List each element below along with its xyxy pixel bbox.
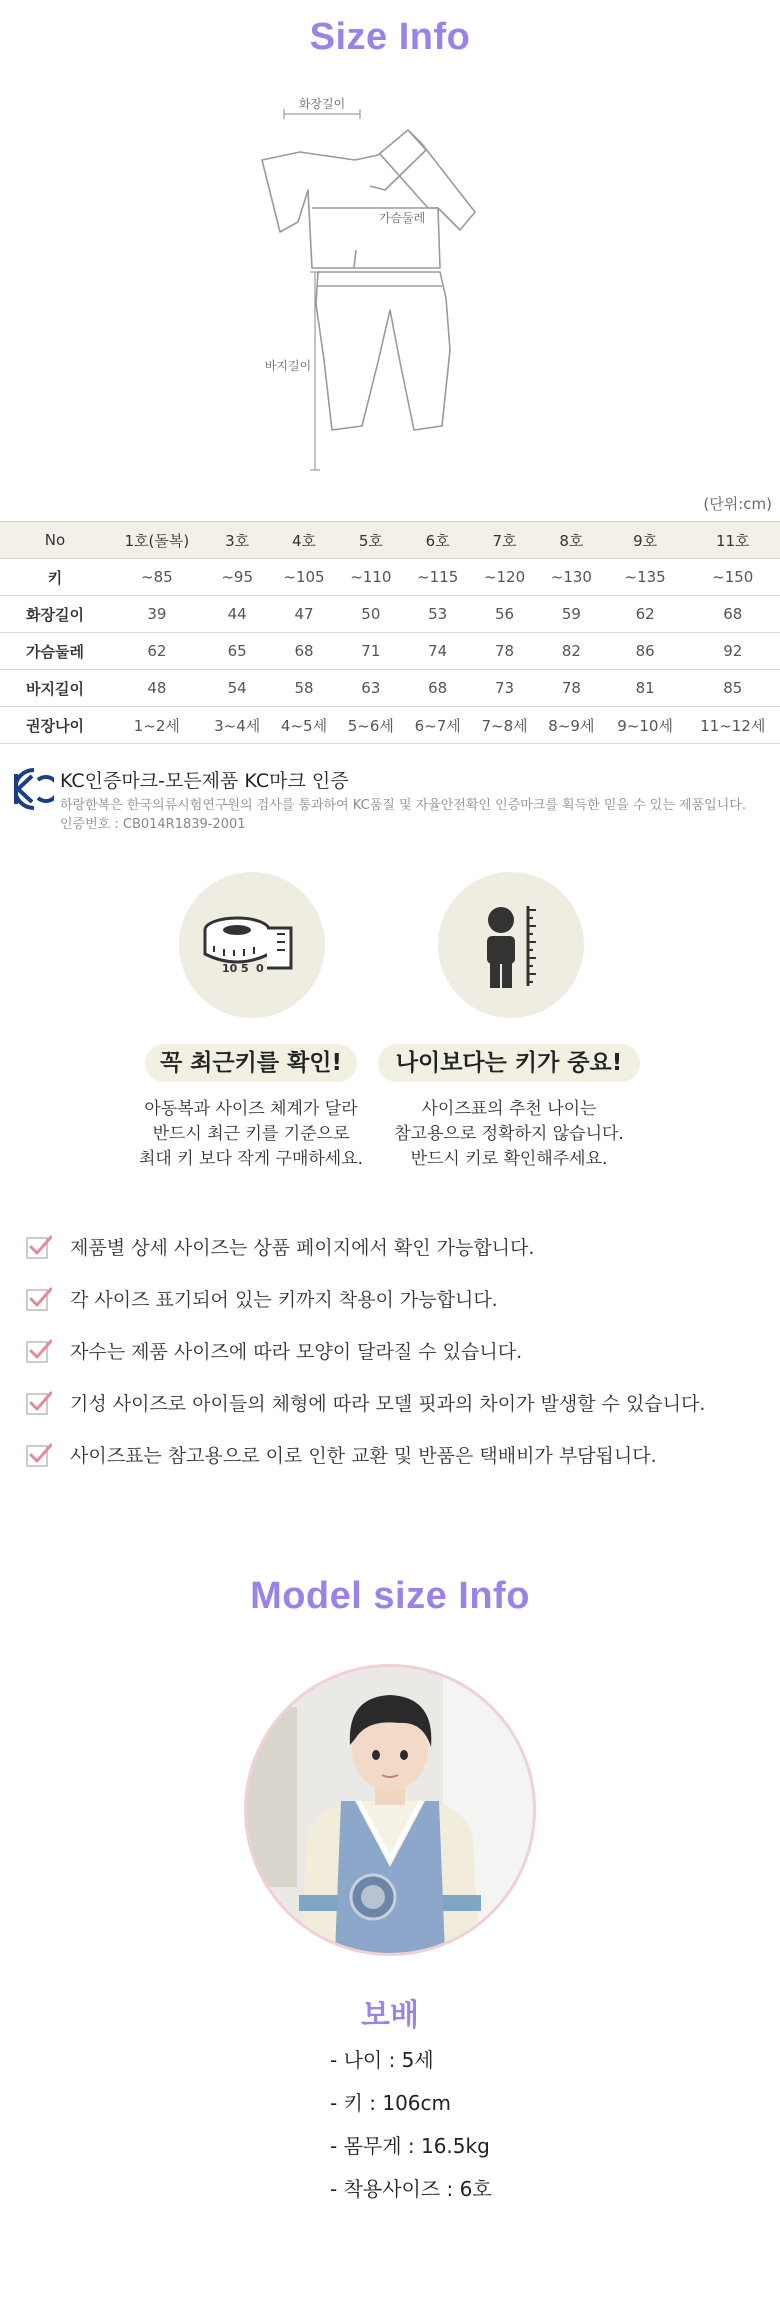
model-height: - 키 : 106cm xyxy=(330,2091,451,2115)
table-cell: 86 xyxy=(605,633,686,670)
tip-line: 사이즈표의 추천 나이는 xyxy=(421,1099,597,1119)
checkbox-icon xyxy=(26,1234,52,1260)
table-cell: 59 xyxy=(538,596,605,633)
checklist-item xyxy=(26,1227,766,1279)
kc-description: 하랑한복은 한국의류시험연구원의 검사를 통과하여 KC품질 및 자율안전확인 인증마크를 획득한 믿을 수 있는 제품입니다. xyxy=(60,798,746,813)
table-cell: 62 xyxy=(605,596,686,633)
table-cell: 63 xyxy=(337,670,404,707)
table-cell: 68 xyxy=(685,596,780,633)
table-header-size: 5호 xyxy=(337,522,404,559)
height-ruler-icon xyxy=(438,872,584,1018)
table-cell: 3~4세 xyxy=(204,707,271,744)
notice-checklist xyxy=(26,1227,766,1487)
table-cell: 62 xyxy=(110,633,204,670)
table-row-label: 화장길이 xyxy=(0,596,110,633)
table-row xyxy=(0,670,780,707)
table-cell: ~130 xyxy=(538,559,605,596)
checklist-text: 각 사이즈 표기되어 있는 키까지 착용이 가능합니다. xyxy=(70,1289,498,1311)
checklist-item xyxy=(26,1435,766,1487)
kc-cert-number: 인증번호 : CB014R1839-2001 xyxy=(60,817,246,832)
table-cell: 82 xyxy=(538,633,605,670)
table-cell: 68 xyxy=(271,633,338,670)
table-cell: 78 xyxy=(538,670,605,707)
kc-title: KC인증마크-모든제품 KC마크 인증 xyxy=(60,770,349,792)
hanbok-size-diagram xyxy=(250,90,540,490)
checkbox-icon xyxy=(26,1338,52,1364)
table-cell: 5~6세 xyxy=(337,707,404,744)
table-header-size: 9호 xyxy=(605,522,686,559)
table-cell: 81 xyxy=(605,670,686,707)
checkbox-icon xyxy=(26,1390,52,1416)
table-cell: ~95 xyxy=(204,559,271,596)
table-cell: 68 xyxy=(404,670,471,707)
table-row xyxy=(0,633,780,670)
tip-line: 반드시 키로 확인해주세요. xyxy=(410,1149,608,1169)
table-cell: 8~9세 xyxy=(538,707,605,744)
table-cell: 54 xyxy=(204,670,271,707)
tip-line: 반드시 최근 키를 기준으로 xyxy=(152,1124,350,1144)
unit-label: (단위:cm) xyxy=(703,495,772,513)
table-cell: ~85 xyxy=(110,559,204,596)
model-wearing-size: - 착용사이즈 : 6호 xyxy=(330,2177,492,2201)
table-header-size: 7호 xyxy=(471,522,538,559)
tip-title-check-height: 꼭 최근키를 확인! xyxy=(145,1044,357,1082)
table-cell: 58 xyxy=(271,670,338,707)
table-cell: 47 xyxy=(271,596,338,633)
table-cell: 9~10세 xyxy=(605,707,686,744)
table-cell: 4~5세 xyxy=(271,707,338,744)
table-cell: 11~12세 xyxy=(685,707,780,744)
table-header-size: 11호 xyxy=(685,522,780,559)
table-cell: 50 xyxy=(337,596,404,633)
table-row-label: 바지길이 xyxy=(0,670,110,707)
table-cell: 65 xyxy=(204,633,271,670)
model-weight: - 몸무게 : 16.5kg xyxy=(330,2134,490,2158)
size-table xyxy=(0,521,780,744)
table-cell: ~105 xyxy=(271,559,338,596)
tip-line: 최대 키 보다 작게 구매하세요. xyxy=(138,1149,364,1169)
table-cell: 6~7세 xyxy=(404,707,471,744)
table-header-size: 3호 xyxy=(204,522,271,559)
checklist-text: 제품별 상세 사이즈는 상품 페이지에서 확인 가능합니다. xyxy=(70,1237,535,1259)
checkbox-icon xyxy=(26,1442,52,1468)
tape-number-10: 10 xyxy=(222,962,238,975)
table-cell: 71 xyxy=(337,633,404,670)
table-cell: 56 xyxy=(471,596,538,633)
table-header-size: 1호(돌복) xyxy=(110,522,204,559)
model-size-info-title: Model size Info xyxy=(250,1575,530,1617)
tip-title-height-important: 나이보다는 키가 중요! xyxy=(378,1044,640,1082)
table-row xyxy=(0,596,780,633)
table-row-label: 가슴둘레 xyxy=(0,633,110,670)
kc-certification xyxy=(14,766,774,832)
checklist-text: 사이즈표는 참고용으로 이로 인한 교환 및 반품은 택배비가 부담됩니다. xyxy=(70,1445,657,1467)
checklist-item xyxy=(26,1331,766,1383)
sleeve-length-label: 화장길이 xyxy=(298,97,346,111)
table-cell: ~135 xyxy=(605,559,686,596)
table-cell: ~110 xyxy=(337,559,404,596)
table-row-label: 권장나이 xyxy=(0,707,110,744)
table-row-label: 키 xyxy=(0,559,110,596)
tip-text-check-height xyxy=(121,1097,381,1172)
table-cell: 74 xyxy=(404,633,471,670)
checklist-item xyxy=(26,1383,766,1435)
table-header-size: 4호 xyxy=(271,522,338,559)
model-age: - 나이 : 5세 xyxy=(330,2048,434,2072)
table-cell: 53 xyxy=(404,596,471,633)
table-header-no: No xyxy=(0,522,110,559)
tip-text-height-important xyxy=(379,1097,639,1172)
table-cell: 73 xyxy=(471,670,538,707)
checklist-item xyxy=(26,1279,766,1331)
tape-number-5: 5 xyxy=(241,962,249,975)
tip-line: 아동복과 사이즈 체계가 달라 xyxy=(144,1099,358,1119)
table-cell: 44 xyxy=(204,596,271,633)
checklist-text: 기성 사이즈로 아이들의 체형에 따라 모델 핏과의 차이가 발생할 수 있습니다. xyxy=(70,1393,706,1415)
table-header-row xyxy=(0,522,780,559)
table-cell: 39 xyxy=(110,596,204,633)
table-row xyxy=(0,559,780,596)
table-cell: 48 xyxy=(110,670,204,707)
table-header-size: 6호 xyxy=(404,522,471,559)
size-info-title: Size Info xyxy=(309,16,471,58)
table-cell: 92 xyxy=(685,633,780,670)
table-row xyxy=(0,707,780,744)
model-child-image xyxy=(247,1667,533,1953)
tip-line: 참고용으로 정확하지 않습니다. xyxy=(394,1124,624,1144)
tape-number-0: 0 xyxy=(256,962,264,975)
table-cell: 1~2세 xyxy=(110,707,204,744)
table-cell: 78 xyxy=(471,633,538,670)
table-cell: 7~8세 xyxy=(471,707,538,744)
height-ruler-circle xyxy=(438,872,584,1018)
table-cell: ~115 xyxy=(404,559,471,596)
model-photo xyxy=(244,1664,536,1956)
table-header-size: 8호 xyxy=(538,522,605,559)
tape-measure-circle xyxy=(179,872,325,1018)
table-cell: ~150 xyxy=(685,559,780,596)
checklist-text: 자수는 제품 사이즈에 따라 모양이 달라질 수 있습니다. xyxy=(70,1341,523,1363)
model-name: 보배 xyxy=(361,1998,419,2033)
pants-length-label: 바지길이 xyxy=(264,359,312,373)
chest-label: 가슴둘레 xyxy=(378,211,426,225)
table-cell: 85 xyxy=(685,670,780,707)
tape-measure-icon xyxy=(179,872,325,1018)
table-cell: ~120 xyxy=(471,559,538,596)
kc-mark-icon xyxy=(14,766,54,824)
checkbox-icon xyxy=(26,1286,52,1312)
